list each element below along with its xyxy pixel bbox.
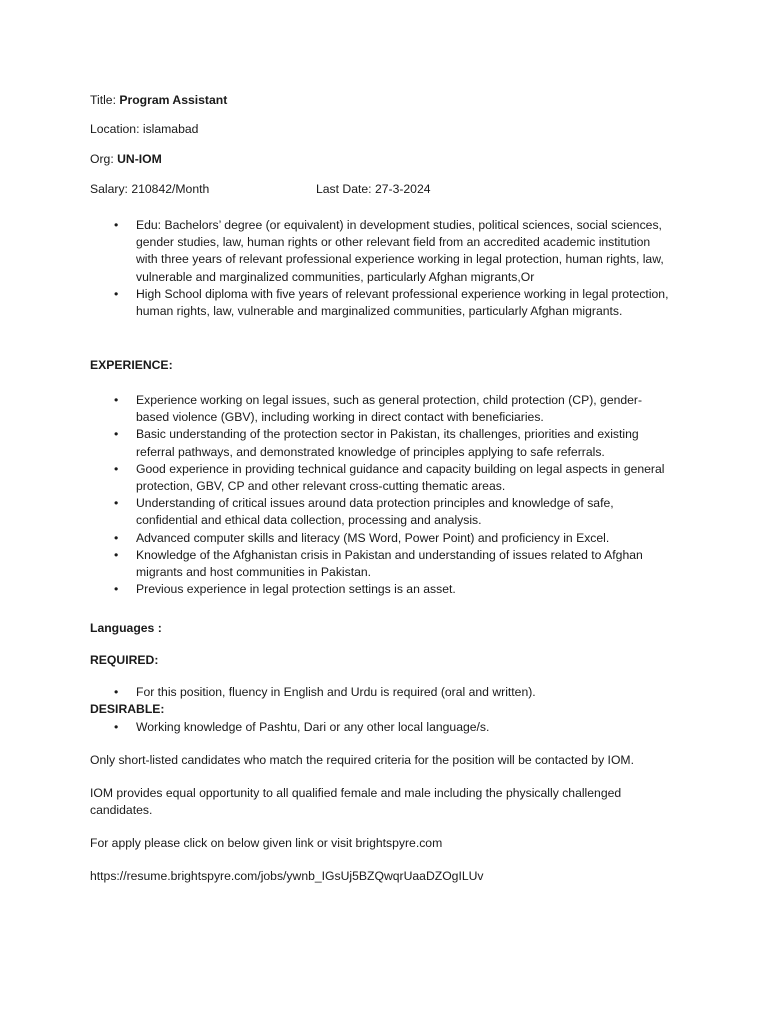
job-title-value: Program Assistant — [119, 93, 228, 107]
experience-item-text: Advanced computer skills and literacy (MS Word, Power Point) and proficiency in Excel. — [136, 530, 610, 545]
experience-item-text: Basic understanding of the protection sector in Pakistan, its challenges, priorities and existing referral pathways, and demonstrated knowledge of principles applying to safe referrals. — [136, 427, 639, 459]
job-title-label: Title: — [90, 93, 120, 107]
org-line — [90, 151, 162, 168]
shortlist-note: Only short-listed candidates who match the required criteria for the position will be contacted by IOM. — [90, 753, 634, 767]
apply-note: For apply please click on below given link or visit brightspyre.com — [90, 836, 443, 850]
desirable-language-list — [114, 719, 674, 736]
bullet-glyph: • — [114, 582, 119, 597]
experience-list — [114, 392, 674, 598]
experience-item-text: Experience working on legal issues, such as general protection, child protection (CP), gender-based violence (GBV), including working in direct contact with beneficiaries. — [136, 393, 643, 425]
bullet-glyph: • — [114, 286, 119, 301]
list-item — [114, 426, 674, 460]
bullet-glyph: • — [114, 461, 119, 476]
location-label: Location: — [90, 122, 143, 136]
salary-label: Salary: — [90, 182, 132, 196]
last-date-line — [316, 181, 431, 198]
experience-item-text: Knowledge of the Afghanistan crisis in Pakistan and understanding of issues related to Afghan migrants and host communities in Pakistan. — [136, 547, 643, 580]
education-item-text: High School diploma with five years of relevant professional experience working in legal protection, human rights, law, vulnerable and marginalized communities, particularly Afghan migrants. — [136, 286, 669, 319]
bullet-glyph: • — [114, 685, 119, 699]
bullet-glyph: • — [114, 393, 119, 407]
equal-opportunity-line-1: IOM provides equal opportunity to all qualified female and male including the physically challenged — [90, 786, 622, 800]
experience-heading: EXPERIENCE: — [90, 358, 173, 372]
list-item — [114, 530, 674, 547]
list-item — [114, 495, 674, 529]
bullet-glyph: • — [114, 530, 119, 545]
bullet-glyph: • — [114, 427, 119, 442]
languages-heading: Languages : — [90, 621, 162, 635]
education-item-text: Edu: Bachelors’ degree (or equivalent) in development studies, political sciences, social sciences, gender studies, law, human rights or other relevant field from an accredited academic institution with three years of relevant professional experience working in legal protection, human rights, law, vulnerable and marginalized communities, particularly Afghan migrants,Or — [136, 218, 664, 284]
list-item — [114, 581, 674, 598]
education-list — [114, 217, 674, 320]
experience-item-text: Previous experience in legal protection settings is an asset. — [136, 582, 456, 597]
job-title-line — [90, 92, 227, 109]
required-language-list — [114, 684, 674, 701]
bullet-glyph: • — [114, 547, 119, 562]
list-item — [114, 286, 674, 320]
salary-value: 210842/Month — [131, 182, 210, 196]
list-item — [114, 217, 674, 286]
list-item — [114, 719, 674, 736]
apply-link[interactable]: https://resume.brightspyre.com/jobs/ywnb_IGsUj5BZQwqrUaaDZOgILUv — [90, 869, 484, 883]
bullet-glyph: • — [114, 496, 119, 511]
experience-item-text: Good experience in providing technical guidance and capacity building on legal aspects in general protection, GBV, CP and other relevant cross-cutting thematic areas. — [136, 461, 665, 494]
list-item — [114, 461, 674, 495]
org-value: UN-IOM — [117, 152, 162, 166]
bullet-glyph: • — [114, 720, 119, 734]
list-item — [114, 547, 674, 581]
required-heading: REQUIRED: — [90, 653, 159, 667]
required-language-text: For this position, fluency in English and Urdu is required (oral and written). — [136, 685, 536, 699]
list-item — [114, 392, 674, 426]
desirable-heading: DESIRABLE: — [90, 702, 165, 716]
equal-opportunity-line-2: candidates. — [90, 803, 153, 817]
location-value: islamabad — [142, 122, 199, 136]
org-label: Org: — [90, 152, 118, 166]
list-item — [114, 684, 674, 701]
last-date-label: Last Date: — [316, 182, 375, 196]
location-line — [90, 121, 198, 138]
last-date-value: 27-3-2024 — [374, 182, 431, 196]
bullet-glyph: • — [114, 218, 119, 232]
salary-line — [90, 181, 209, 198]
desirable-language-text: Working knowledge of Pashtu, Dari or any other local language/s. — [136, 720, 490, 734]
experience-item-text: Understanding of critical issues around data protection principles and knowledge of safe, confidential and ethical data collection, processing and analysis. — [136, 496, 614, 528]
